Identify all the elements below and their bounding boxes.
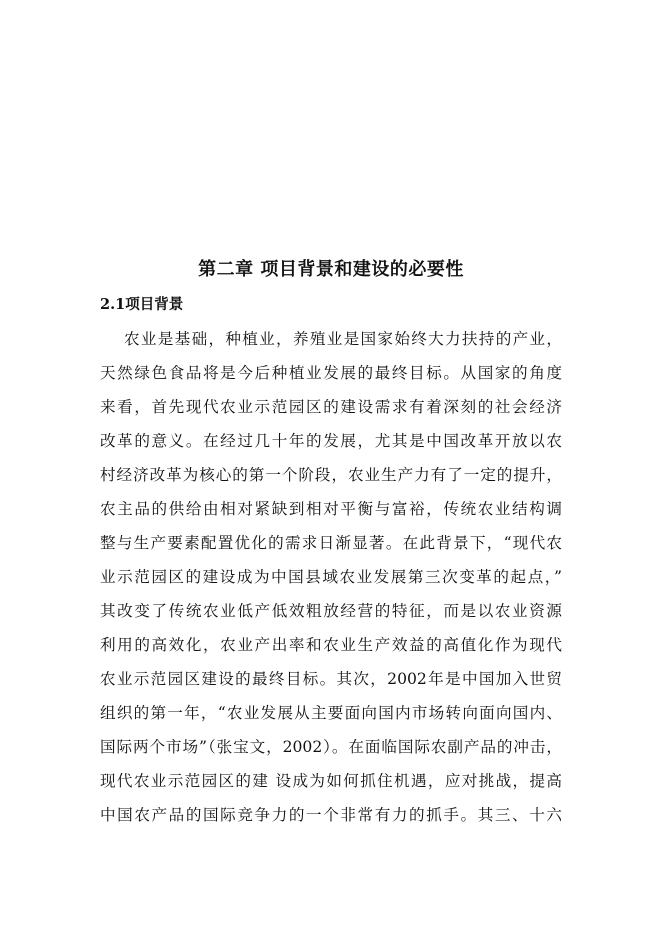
paragraph-line: 整与生产要素配置优化的需求日渐显著。在此背景下，“现代农 <box>100 534 562 552</box>
paragraph-line: 利用的高效化，农业产出率和农业生产效益的高值化作为现代 <box>100 636 562 654</box>
paragraph-line: 组织的第一年，“农业发展从主要面向国内市场转向面向国内、 <box>100 704 562 722</box>
paragraph-line: 中国农产品的国际竞争力的一个非常有力的抓手。其三、十六 <box>100 806 562 824</box>
paragraph-line: 来看，首先现代农业示范园区的建设需求有着深刻的社会经济 <box>100 398 562 416</box>
paragraph-line: 村经济改革为核心的第一个阶段，农业生产力有了一定的提升， <box>100 466 562 484</box>
section-title: 2.1项目背景 <box>100 296 184 313</box>
paragraph-line: 天然绿色食品将是今后种植业发展的最终目标。从国家的角度 <box>100 364 562 382</box>
paragraph-line: 农主品的供给由相对紧缺到相对平衡与富裕，传统农业结构调 <box>100 500 562 518</box>
paragraph-line: 改革的意义。在经过几十年的发展，尤其是中国改革开放以农 <box>100 432 562 450</box>
paragraph-line: 其改变了传统农业低产低效粗放经营的特征，而是以农业资源 <box>100 602 562 620</box>
paragraph-line: 国际两个市场”（张宝文，2002）。在面临国际农副产品的冲击， <box>100 738 562 756</box>
chapter-title: 第二章 项目背景和建设的必要性 <box>198 259 464 280</box>
paragraph-line: 农业示范园区建设的最终目标。其次，2002年是中国加入世贸 <box>100 670 562 688</box>
paragraph-line: 农业是基础，种植业，养殖业是国家始终大力扶持的产业， <box>124 330 562 348</box>
paragraph-line: 现代农业示范园区的建 设成为如何抓住机遇，应对挑战，提高 <box>100 772 562 790</box>
paragraph-line: 业示范园区的建设成为中国县域农业发展第三次变革的起点，” <box>100 568 562 586</box>
